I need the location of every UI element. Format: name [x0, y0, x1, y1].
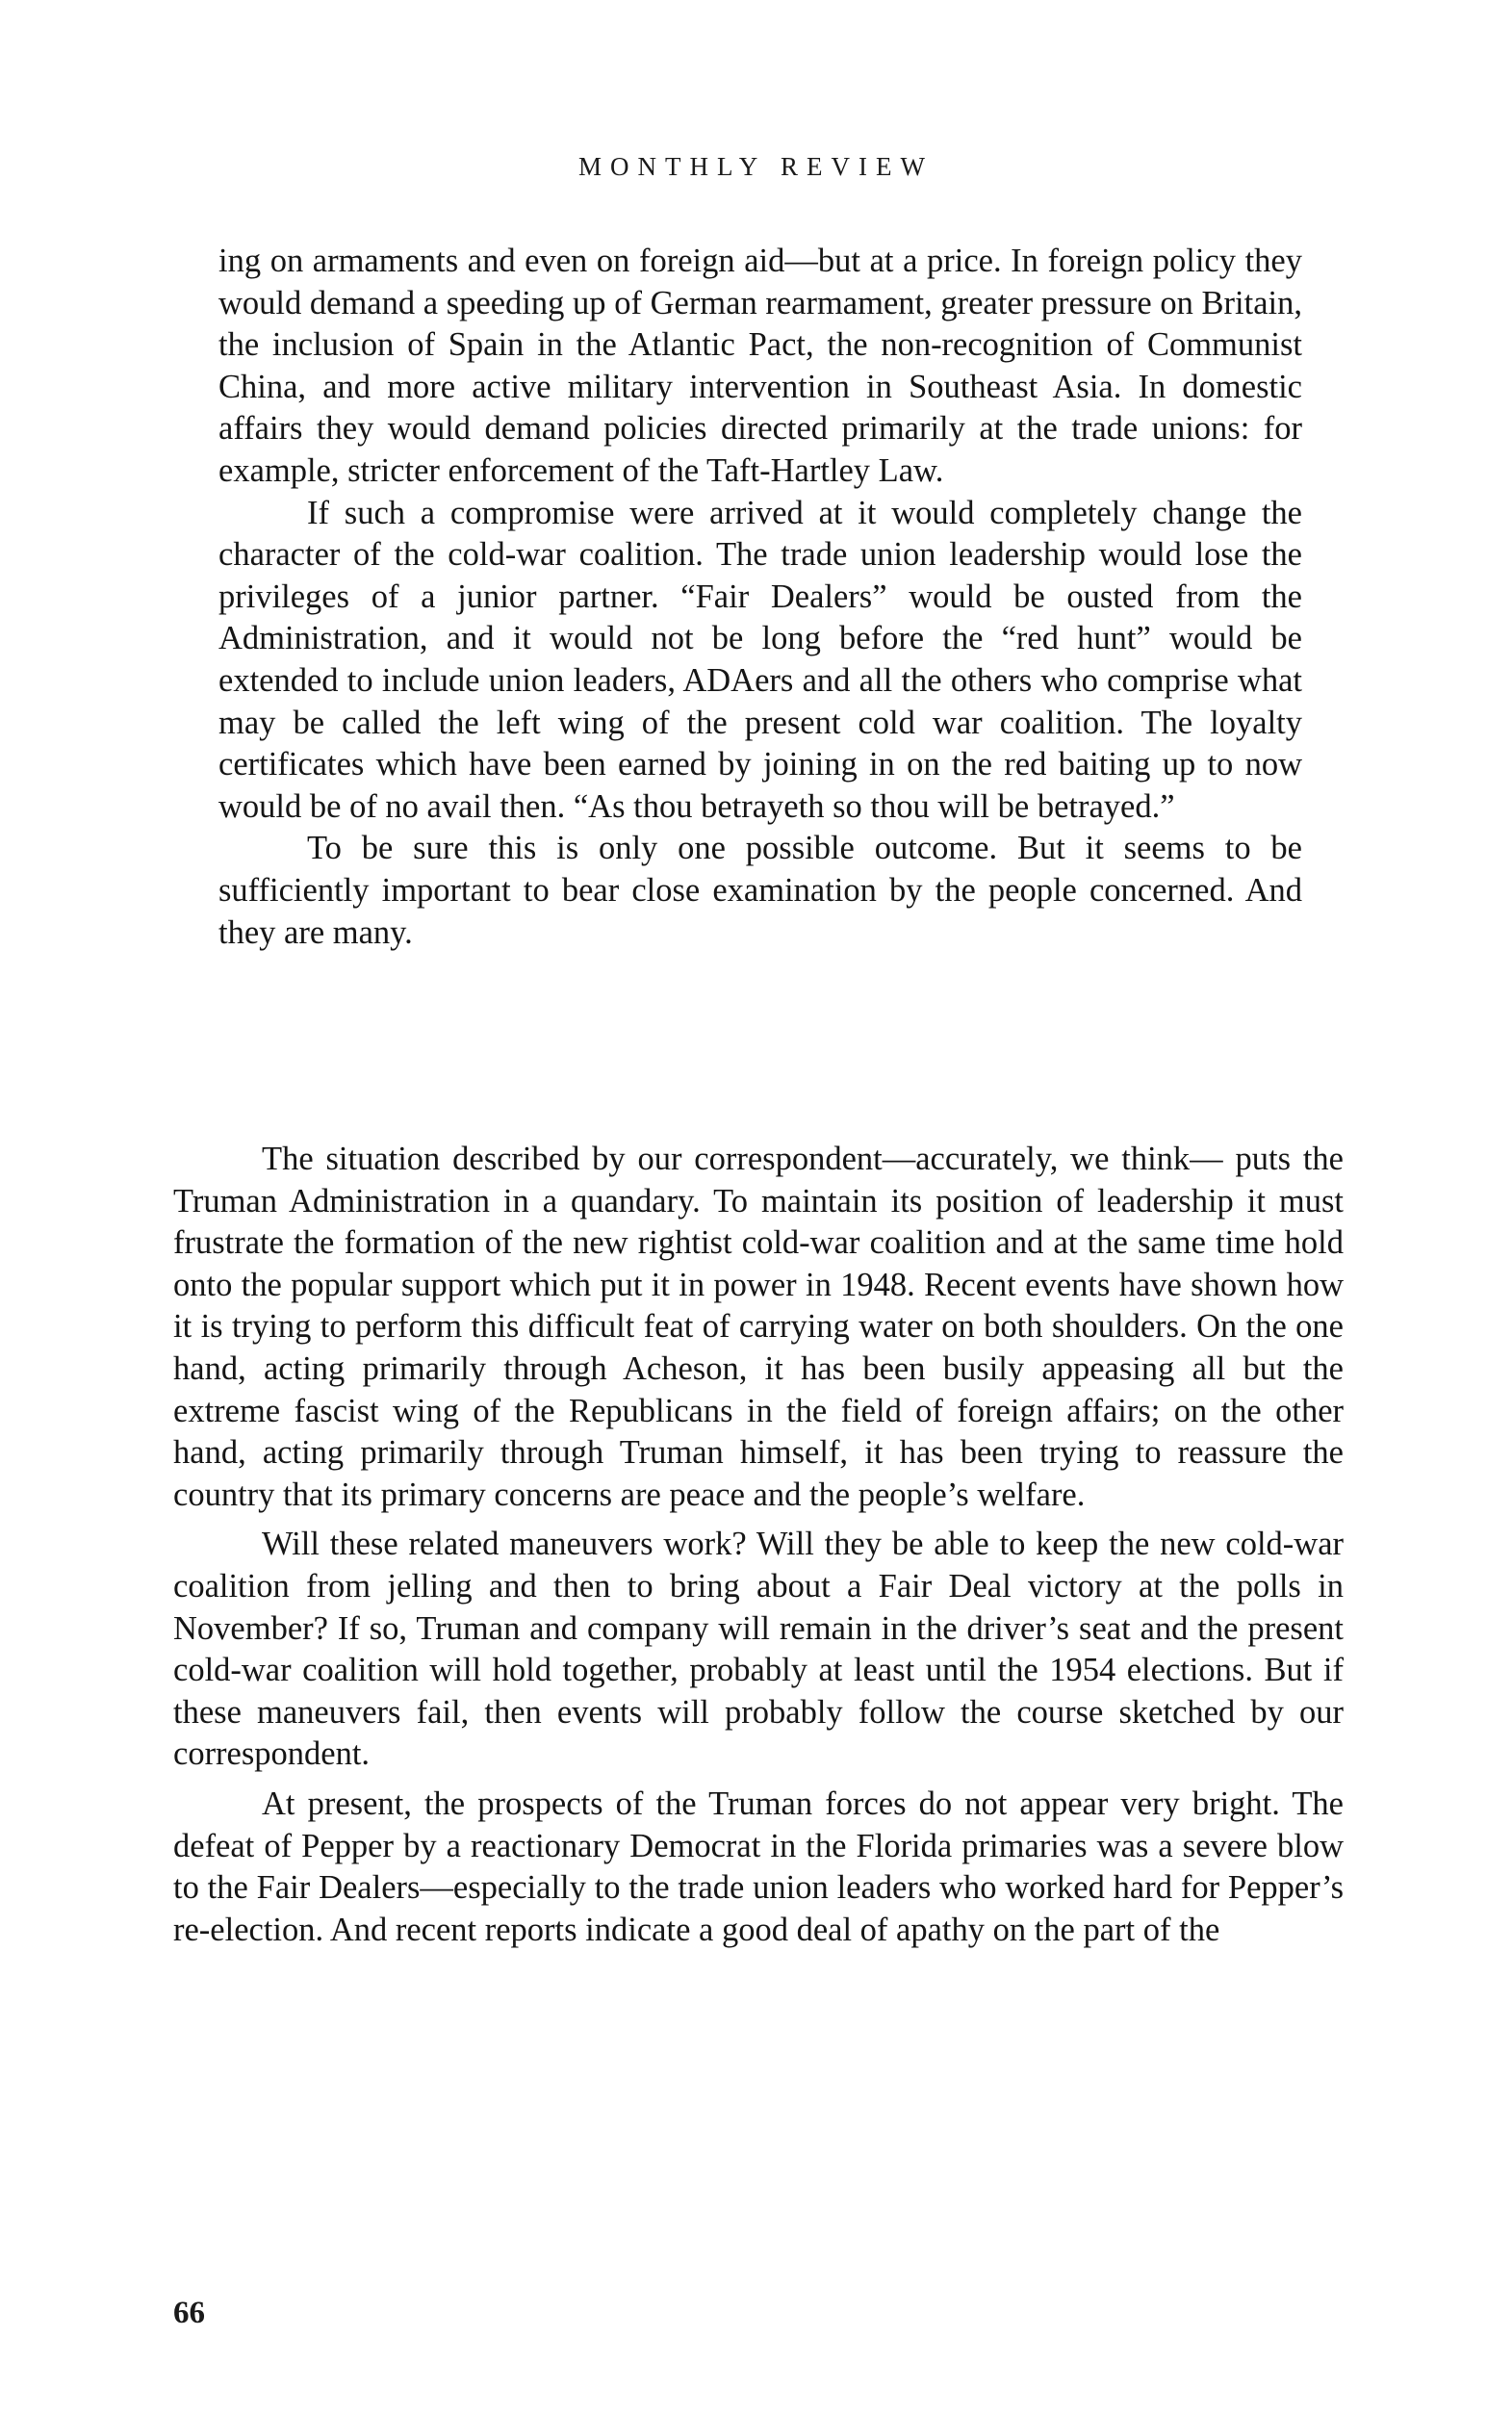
editorial-paragraph-2: Will these related maneuvers work? Will they be able to keep the new cold-war coalition from jelling and then to bring about a Fair Deal victory at the polls in November? If so, Truman and company will remain in the driver’s seat and the present cold-war coalition will hold together, probably at least until the 1954 elections. But if these maneuvers fail, then events will probably follow the course sketched by our correspondent.	[173, 1526, 1344, 1773]
editorial-paragraph-3: At present, the prospects of the Truman forces do not appear very bright. The defeat of Pepper by a reactionary Democrat in the Florida primaries was a severe blow to the Fair Dealers—especially to the trade union leaders who worked hard for Pepper’s re-election. And recent reports indicate a good deal of apathy on the part of the	[173, 1785, 1344, 1948]
quote-paragraph-1: ing on armaments and even on foreign aid—but at a price. In foreign policy they would demand a speeding up of German rearmament, greater pressure on Britain, the inclusion of Spain in the Atlantic Pact, the non-recognition of Communist China, and more active military intervention in Southeast Asia. In domestic affairs they would demand policies directed primarily at the trade unions: for example, stricter enforcement of the Taft-Hartley Law.	[218, 243, 1302, 489]
quote-paragraph-3: To be sure this is only one possible outcome. But it seems to be sufficiently important to bear close examination by the people concerned. And they are many.	[218, 830, 1302, 951]
page-number: 66	[173, 2296, 205, 2330]
quoted-letter-block	[218, 241, 1302, 954]
editorial-paragraph-1: The situation described by our correspondent—accurately, we think— puts the Truman Administration in a quandary. To maintain its position of leadership it must frustrate the formation of the new rightist cold-war coalition and at the same time hold onto the popular support which put it in power in 1948. Recent events have shown how it is trying to perform this difficult feat of carrying water on both shoulders. On the one hand, acting primarily through Acheson, it has been busily appeasing all but the extreme fascist wing of the Republicans in the field of foreign affairs; on the other hand, acting primarily through Truman himself, it has been trying to reassure the country that its primary concerns are peace and the people’s welfare.	[173, 1141, 1344, 1513]
running-head: MONTHLY REVIEW	[578, 152, 934, 181]
quote-paragraph-2: If such a compromise were arrived at it would completely change the character of the cold-war coalition. The trade union leadership would lose the privileges of a junior partner. “Fair Dealers” would be ousted from the Administration, and it would not be long before the “red hunt” would be extended to include union leaders, ADAers and all the others who comprise what may be called the left wing of the present cold war coalition. The loyalty certificates which have been earned by joining in on the red baiting up to now would be of no avail then. “As thou betrayeth so thou will be betrayed.”	[218, 494, 1302, 825]
editorial-text-block	[173, 1139, 1344, 1951]
